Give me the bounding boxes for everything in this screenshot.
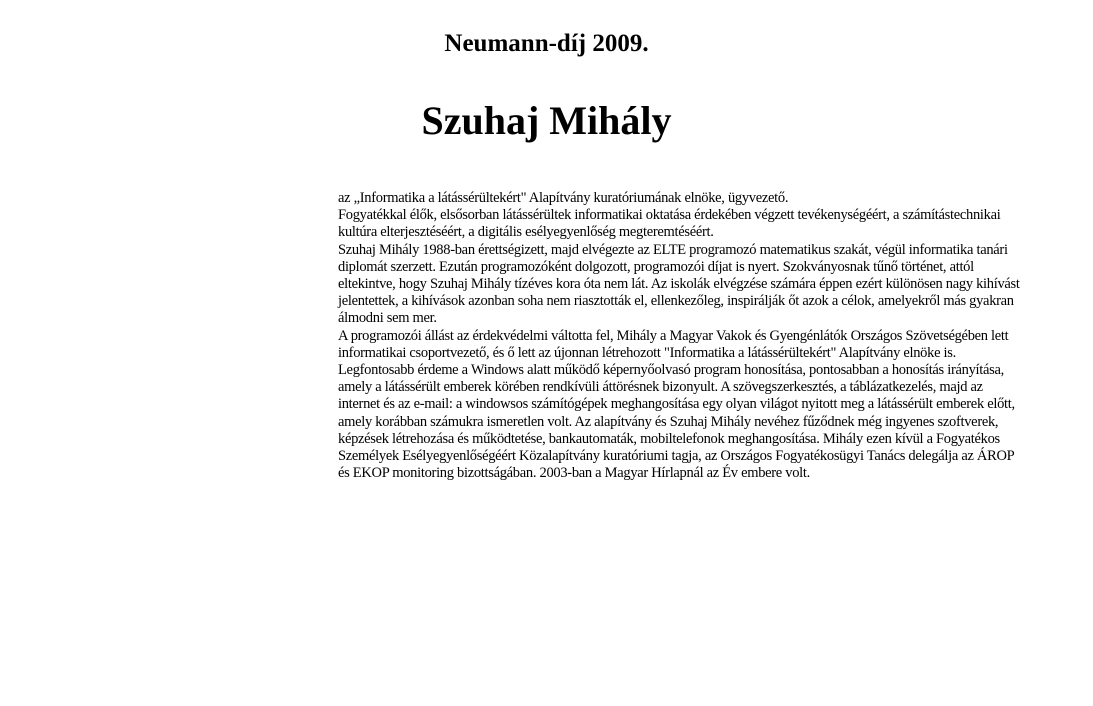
award-title: Neumann-díj 2009.: [444, 30, 649, 57]
biography-paragraph-education: Szuhaj Mihály 1988-ban érettségizett, majd elvégezte az ELTE programozó matematikus szakát, végül informatika tanári diplomát szerzett. Ezután programozóként dolgozott, programozói díjat is nyert. Szokványosnak tűnő történet, attól eltekintve, hogy Szuhaj Mihály tízéves kora óta nem lát. Az iskolák elvégzése számára éppen ezért különösen nagy kihívást jelentettek, a kihívások azonban soha nem riasztották el, ellenkezőleg, inspirálják őt azok a célok, amelyekről más gyakran álmodni sem mer.: [338, 241, 1020, 327]
biography-text: [338, 190, 1028, 482]
biography-paragraph-citation: Fogyatékkal élők, elsősorban látássérültek informatikai oktatása érdekében végzett tevékenységéért, a számítástechnikai kultúra elterjesztéséért, a digitális esélyegyenlőség megteremtéséért.: [338, 207, 1001, 241]
laureate-name: Szuhaj Mihály: [421, 98, 672, 143]
biography-paragraph-career: A programozói állást az érdekvédelmi váltotta fel, Mihály a Magyar Vakok és Gyengénlátók Országos Szövetségében lett informatikai csoportvezető, és ő lett az újonnan létrehozott "Informatika a látássérültekért" Alapítvány elnöke is. Legfontosabb érdeme a Windows alatt működő képernyőolvasó program honosítása, pontosabban a honosítás irányítása, amely a látássérült emberek körében rendkívüli áttörésnek bizonyult. A szövegszerkesztés, a táblázatkezelés, majd az internet és az e-mail: a windowsos számítógépek meghangosítása egy olyan világot nyitott meg a látássérült emberek előtt, amely korábban számukra ismeretlen volt. Az alapítvány és Szuhaj Mihály nevéhez fűződnek még ingyenes szoftverek, képzések létrehozása és működtetése, bankautomaták, mobiltelefonok meghangosítása. Mihály ezen kívül a Fogyatékos Személyek Esélyegyenlőségéért Közalapítvány kuratóriumi tagja, az Országos Fogyatékosügyi Tanács delegálja az ÁROP és EKOP monitoring bizottságában. 2003-ban a Magyar Hírlapnál az Év embere volt.: [338, 327, 1015, 482]
biography-paragraph-role: az „Informatika a látássérültekért" Alapítvány kuratóriumának elnöke, ügyvezető.: [338, 190, 789, 206]
